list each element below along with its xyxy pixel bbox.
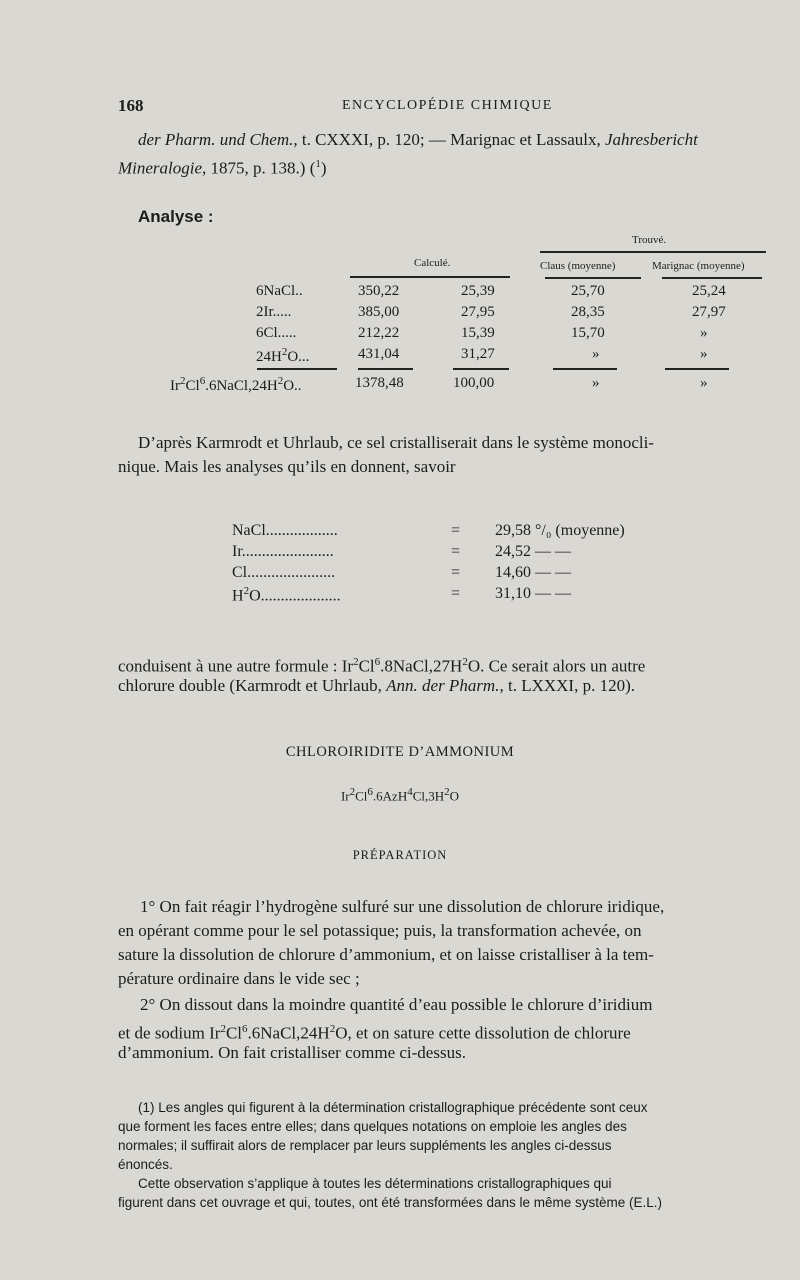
paragraph-line: et de sodium $Ir^2Cl^6.6NaCl,24H^2O$, et on sature cette dissolution de chlorure [118, 1023, 631, 1043]
paragraph-line: 1° On fait réagir l’hydrogène sulfuré sur une dissolution de chlorure iridique, [140, 897, 665, 916]
paragraph-line: nique. Mais les analyses qu’ils en donnent, savoir [118, 457, 456, 476]
analyse-label: Analyse : [138, 207, 214, 226]
paragraph-line: D’après Karmrodt et Uhrlaub, ce sel cristalliserait dans le système monocli- [138, 433, 654, 452]
journal-title-3: Mineralogie [118, 158, 203, 178]
section-formula: $Ir^2Cl^6.6AzH^4Cl,3H^2O$ [340, 786, 460, 804]
paragraph-line: sature la dissolution de chlorure d’ammonium, et on laisse cristalliser à la tem- [118, 945, 654, 964]
journal-title-2: Jahresbericht [604, 130, 698, 149]
running-title: ENCYCLOPÉDIE CHIMIQUE [342, 98, 553, 113]
paragraph-line: en opérant comme pour le sel potassique; puis, la transformation achevée, on [118, 921, 642, 940]
trouve-rule [540, 251, 766, 253]
footnote-ref: 1 [315, 158, 321, 170]
total-rule [665, 368, 729, 370]
paragraph-line: conduisent à une autre formule : $Ir^2Cl^6.8NaCl,27H^2O$. Ce serait alors un autre [118, 656, 646, 676]
paragraph-line: 2° On dissout dans la moindre quantité d’eau possible le chlorure d’iridium [140, 995, 653, 1014]
reference-line-2: Mineralogie, 1875, p. 138.) ($^1$) [118, 158, 327, 178]
ref-text: , t. CXXXI, p. 120; — Marignac et Lassaulx, [293, 130, 605, 149]
calcule-header: Calculé. [414, 257, 451, 269]
marignac-header: Marignac (moyenne) [652, 260, 745, 272]
trouve-header: Trouvé. [632, 234, 667, 246]
page: 168 ENCYCLOPÉDIE CHIMIQUE der Pharm. und Chem., t. CXXXI, p. 120; — Marignac et Lassaulx, Jahresbericht Mineralogie, 1875, p. 138.) ($^1$) Analyse : Trouvé. Calculé. Claus (moyenne) Marignac (moyenne) 6NaCl.. 350,22 25,39 25,70 25,24 2Ir..... 385,00 27,95 28,35 27,97 6Cl..... 212,22 15,39 15,70 » $24H^2O$... 431,04 31,27 » » $Ir^2Cl^6.6NaCl,24H^2O$.. 1378,48 100,00 » » D’après Karmrodt et Uhrlaub, ce sel cristalliserait dans le système monocli- nique. Mais les analyses qu’ils en donnent, savoir NaCl.................. = 29,58 °/₀ (moyenne) Ir....................... = 24,52 — — Cl...................... = 14,60 — — $H^2O$.................... = 31,10 — — conduisent à une autre formule : $Ir^2Cl^6.8NaCl,27H^2O$. Ce serait alors un autre chlorure double (Karmrodt et Uhrlaub, Ann. der Pharm., t. LXXXI, p. 120). CHLOROIRIDITE D’AMMONIUM $Ir^2Cl^6.6AzH^4Cl,3H^2O$ PRÉPARATION 1° On fait réagir l’hydrogène sulfuré sur une dissolution de chlorure iridique, en opérant comme pour le sel potassique; puis, la transformation achevée, on sature la dissolution de chlorure d’ammonium, et on laisse cristalliser à la tem- pérature ordinaire dans le vide sec ; 2° On dissout dans la moindre quantité d’eau possible le chlorure d’iridium et de sodium $Ir^2Cl^6.6NaCl,24H^2O$, et on sature cette dissolution de chlorure d’ammonium. On fait cristalliser comme ci-dessus. (1) Les angles qui figurent à la détermination cristallographique précédente sont ceux que forment les faces entre elles; dans quelques notations on emploie les angles des normales; il suffirait alors de remplacer par leurs suppléments les angles ci-dessus énoncés. Cette observation s’applique à toutes les déterminations cristallographiques qui figurent dans cet ouvrage et qui, toutes, ont été transformées dans le même système (E.L.) [0, 0, 800, 1280]
claus-rule [545, 277, 641, 279]
journal-title: der Pharm. und Chem. [138, 130, 294, 149]
ref-text-2: , 1875, p. 138.) ( [202, 158, 316, 178]
section-title: CHLOROIRIDITE D’AMMONIUM [285, 744, 515, 760]
page-number: 168 [118, 96, 144, 115]
total-rule [453, 368, 509, 370]
paragraph-line: d’ammonium. On fait cristalliser comme ci-dessus. [118, 1043, 466, 1062]
subsection-title: PRÉPARATION [352, 848, 448, 862]
calcule-rule [350, 276, 510, 278]
claus-header: Claus (moyenne) [540, 260, 616, 272]
reference-line-1 [138, 128, 768, 152]
paragraph-line: pérature ordinaire dans le vide sec ; [118, 969, 360, 988]
total-rule [257, 368, 337, 370]
total-rule [553, 368, 617, 370]
paragraph-line: chlorure double (Karmrodt et Uhrlaub, Ann. der Pharm., t. LXXXI, p. 120). [118, 676, 635, 695]
total-rule [358, 368, 413, 370]
marignac-rule [662, 277, 762, 279]
